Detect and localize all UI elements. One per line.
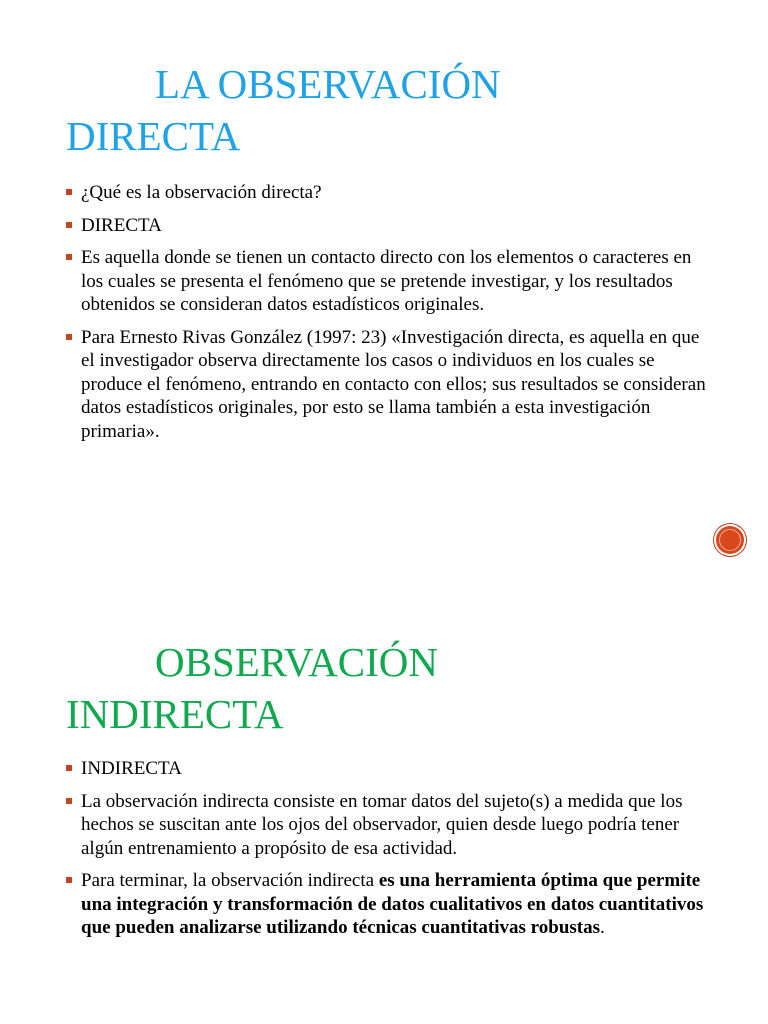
list-item-text: DIRECTA xyxy=(81,214,162,236)
title-line-2: INDIRECTA xyxy=(66,691,284,737)
bullet-square-icon xyxy=(66,222,72,228)
list-item xyxy=(66,214,716,238)
list-item-text-prefix: Para terminar, la observación indirecta xyxy=(81,870,379,891)
slide-observacion-indirecta xyxy=(0,512,768,1024)
list-item-text: INDIRECTA xyxy=(81,758,182,779)
list-item xyxy=(66,757,716,781)
bullet-square-icon xyxy=(66,189,72,195)
list-item xyxy=(66,181,716,205)
title-line-1: LA OBSERVACIÓN xyxy=(155,61,501,107)
list-item-text: Es aquella donde se tienen un contacto directo con los elementos o caracteres en los cuales se presenta el fenómeno que se pretende investigar, y los resultados obtenidos se consideran datos estadísticos originales. xyxy=(81,247,692,315)
list-item-text-bold: es una herramienta óptima que permite una integración y transformación de datos cualitativos en datos cuantitativos que pueden analizarse utilizando técnicas cuantitativas robustas xyxy=(81,870,704,938)
list-item-text: ¿Qué es la observación directa? xyxy=(81,182,322,203)
bullet-square-icon xyxy=(66,334,72,340)
list-item xyxy=(66,869,716,940)
bullet-list xyxy=(66,757,716,949)
bullet-list xyxy=(66,181,716,452)
list-item xyxy=(66,246,716,317)
bullet-square-icon xyxy=(66,877,72,883)
list-item-text: La observación indirecta consiste en tomar datos del sujeto(s) a medida que los hechos se suscitan ante los ojos del observador, quien desde luego podría tener algún entrenamiento a propósito de esa actividad. xyxy=(81,790,683,859)
bullet-square-icon xyxy=(66,765,72,771)
slide-title xyxy=(66,636,438,740)
title-line-2: DIRECTA xyxy=(66,113,241,159)
bullet-square-icon xyxy=(66,254,72,260)
list-item-text-suffix: . xyxy=(600,917,605,938)
list-item-text: Para Ernesto Rivas González (1997: 23) «Investigación directa, es aquella en que el investigador observa directamente los casos o individuos en los cuales se produce el fenómeno, entrando en contacto con ellos; sus resultados se consideran datos estadísticos originales, por esto se llama también a esta investigación primaria». xyxy=(81,326,706,442)
list-item xyxy=(66,326,716,444)
bullet-square-icon xyxy=(66,798,72,804)
title-line-1: OBSERVACIÓN xyxy=(155,639,439,685)
slide-title xyxy=(66,58,501,162)
list-item xyxy=(66,790,716,861)
